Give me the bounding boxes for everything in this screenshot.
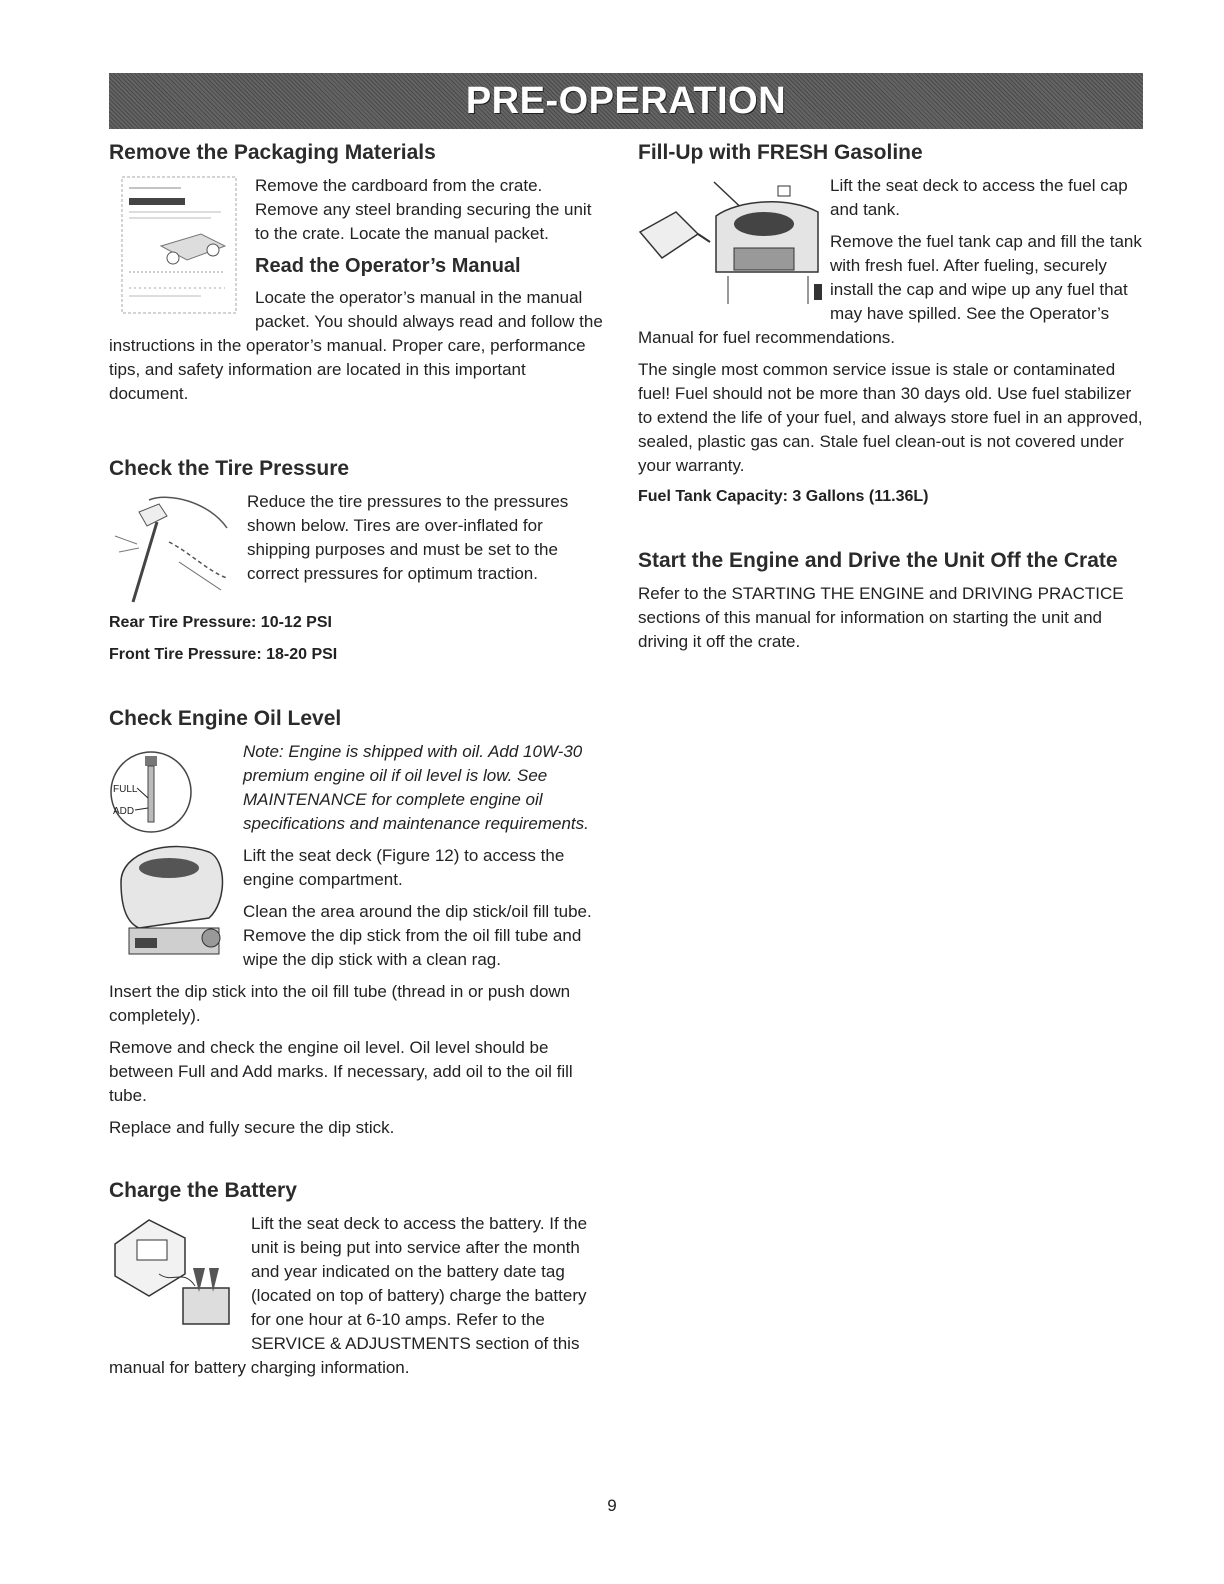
packaging-section (109, 140, 609, 414)
manual-packet-illustration (121, 176, 237, 314)
oil-step-2: Clean the area around the dip stick/oil fill tube. Remove the dip stick from the oil fill tube and wipe the dip stick with a clean rag. (243, 902, 592, 969)
fuel-heading: Fill-Up with FRESH Gasoline (638, 141, 923, 164)
front-tire-pressure: Front Tire Pressure: 18-20 PSI (109, 646, 338, 663)
start-section (638, 548, 1143, 662)
dipstick-full-label: FULL (113, 784, 138, 795)
oil-section (109, 706, 609, 1148)
page-number: 9 (607, 1496, 617, 1515)
oil-step-4: Remove and check the engine oil level. Oil level should be between Full and Add marks. If necessary, add oil to the oil fill tube. (109, 1038, 573, 1105)
oil-step-1: Lift the seat deck (Figure 12) to access the engine compartment. (243, 846, 565, 889)
battery-section (109, 1178, 609, 1388)
oil-step-5: Replace and fully secure the dip stick. (109, 1118, 395, 1137)
start-text: Refer to the STARTING THE ENGINE and DRIVING PRACTICE sections of this manual for information on starting the unit and driving it off the crate. (638, 584, 1124, 651)
section-banner (109, 73, 1143, 129)
start-heading: Start the Engine and Drive the Unit Off the Crate (638, 549, 1118, 572)
battery-text: Lift the seat deck to access the battery. If the unit is being put into service after the month and year indicated on the battery date tag (located on top of battery) charge the battery for one hour at 6-10 amps. Refer to the SERVICE & ADJUSTMENTS section of this manual for battery charging information. (109, 1214, 588, 1377)
oil-step-3: Insert the dip stick into the oil fill tube (thread in or push down completely). (109, 982, 571, 1025)
fuel-capacity: Fuel Tank Capacity: 3 Gallons (11.36L) (638, 488, 929, 505)
oil-note: Note: Engine is shipped with oil. Add 10W-30 premium engine oil if oil level is low. See MAINTENANCE for complete engine oil specifications and maintenance requirements. (243, 742, 589, 833)
fuel-text-3: The single most common service issue is stale or contaminated fuel! Fuel should not be more than 30 days old. Use fuel stabilizer to extend the life of your fuel, and always store fuel in an approved, sealed, plastic gas can. Stale fuel clean-out is not covered under your warranty. (638, 360, 1143, 475)
battery-charger-illustration (109, 1214, 235, 1330)
fuel-text-2: Remove the fuel tank cap and fill the tank with fresh fuel. After fueling, securely install the cap and wipe up any fuel that may have spilled. See the Operator’s Manual for fuel recommendations. (638, 232, 1142, 347)
banner-title: PRE-OPERATION (465, 79, 787, 122)
tire-section (109, 456, 609, 676)
battery-heading: Charge the Battery (109, 1179, 297, 1202)
left-column (109, 140, 609, 1418)
rear-tire-pressure: Rear Tire Pressure: 10-12 PSI (109, 614, 332, 631)
packaging-heading: Remove the Packaging Materials (109, 141, 436, 164)
tire-gauge-illustration (109, 492, 235, 608)
dipstick-add-label: ADD (113, 806, 135, 817)
manual-text: Locate the operator’s manual in the manual packet. You should always read and follow the instructions in the operator’s manual. Proper care, performance tips, and safety information are located in this important document. (109, 288, 603, 403)
oil-heading: Check Engine Oil Level (109, 707, 342, 730)
engine-dipstick-illustration (109, 742, 233, 974)
manual-heading: Read the Operator’s Manual (255, 255, 521, 277)
fuel-tank-illustration (638, 176, 824, 306)
packaging-text: Remove the cardboard from the crate. Remove any steel branding securing the unit to the crate. Locate the manual packet. (255, 176, 592, 243)
tire-text: Reduce the tire pressures to the pressures shown below. Tires are over-inflated for shipping purposes and must be set to the correct pressures for optimum traction. (247, 492, 569, 583)
right-column (638, 140, 1143, 692)
tire-heading: Check the Tire Pressure (109, 457, 350, 480)
fuel-section (638, 140, 1143, 518)
fuel-text-1: Lift the seat deck to access the fuel cap and tank. (830, 176, 1128, 219)
